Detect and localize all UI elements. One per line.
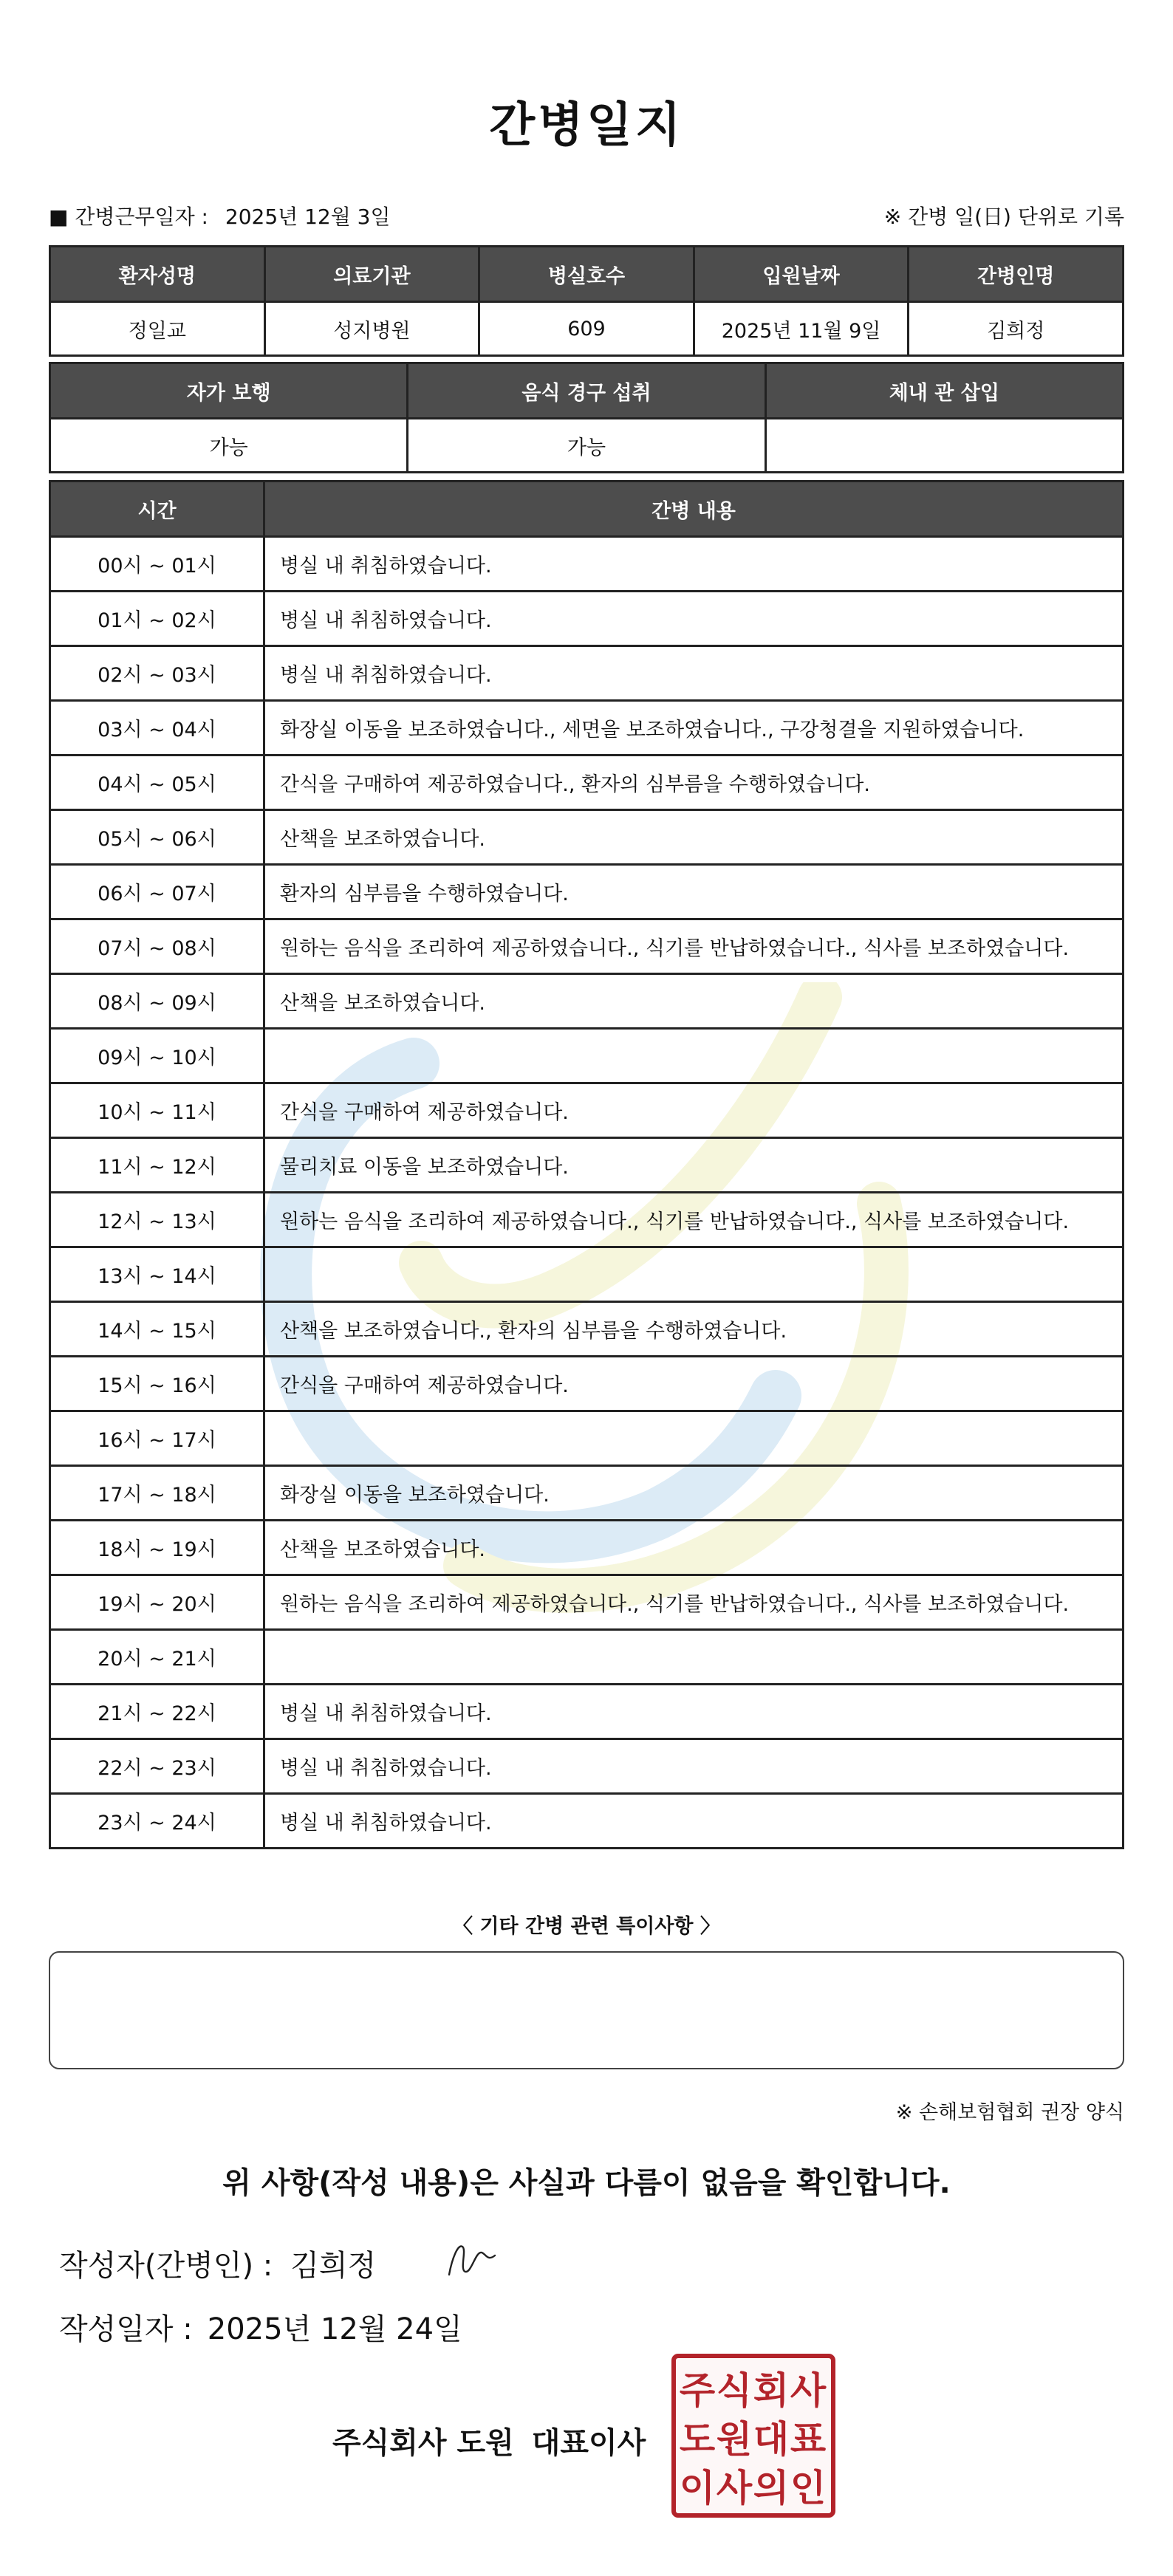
writer-name: 김희정: [290, 2249, 377, 2283]
hospital-name: 성지병원: [264, 302, 479, 356]
seal-character: 원: [716, 2418, 753, 2461]
log-time: 10시 ~ 11시: [50, 1083, 264, 1138]
log-row: [50, 701, 1124, 756]
log-time: 04시 ~ 05시: [50, 756, 264, 810]
record-unit-note: ※ 간병 일(日) 단위로 기록: [883, 205, 1124, 229]
ceo-label: 대표이사: [531, 2426, 646, 2460]
header-oral-intake: 음식 경구 섭취: [408, 363, 765, 419]
log-content: 산책을 보조하였습니다.: [264, 1521, 1124, 1575]
company-line: [332, 2419, 646, 2462]
log-row: [50, 1138, 1124, 1193]
log-time: 17시 ~ 18시: [50, 1466, 264, 1521]
writer-line: [59, 2242, 376, 2284]
log-content: 화장실 이동을 보조하였습니다., 세면을 보조하였습니다., 구강청결을 지원하였습니다.: [264, 701, 1124, 756]
log-content: 원하는 음식을 조리하여 제공하였습니다., 식기를 반납하였습니다., 식사를 보조하였습니다.: [264, 919, 1124, 974]
handwritten-signature: [443, 2236, 502, 2281]
log-content: [264, 1029, 1124, 1083]
log-time: 13시 ~ 14시: [50, 1247, 264, 1302]
log-time: 14시 ~ 15시: [50, 1302, 264, 1357]
log-content: 병실 내 취침하였습니다.: [264, 1794, 1124, 1849]
log-content: 간식을 구매하여 제공하였습니다.: [264, 1083, 1124, 1138]
log-row: [50, 1029, 1124, 1083]
hourly-care-log-table: [49, 480, 1124, 1849]
header-care-content: 간병 내용: [264, 482, 1124, 537]
header-admission-date: 입원날짜: [694, 247, 909, 302]
header-time: 시간: [50, 482, 264, 537]
caregiver-name: 김희정: [909, 302, 1124, 356]
log-row: [50, 919, 1124, 974]
company-name: 주식회사 도원: [332, 2426, 514, 2460]
header-room: 병실호수: [479, 247, 694, 302]
log-row: [50, 1302, 1124, 1357]
log-row: [50, 646, 1124, 701]
log-time: 19시 ~ 20시: [50, 1575, 264, 1630]
log-content: 병실 내 취침하였습니다.: [264, 1739, 1124, 1794]
log-row: [50, 1247, 1124, 1302]
log-content: [264, 1411, 1124, 1466]
work-date-label: ■ 간병근무일자 :: [49, 205, 208, 229]
work-date-value: 2025년 12월 3일: [225, 205, 391, 229]
log-content: 원하는 음식을 조리하여 제공하였습니다., 식기를 반납하였습니다., 식사를 보조하였습니다.: [264, 1575, 1124, 1630]
self-walking-value: 가능: [50, 419, 408, 473]
work-date: [49, 201, 391, 230]
log-content: [264, 1247, 1124, 1302]
header-hospital: 의료기관: [264, 247, 479, 302]
log-row: [50, 1685, 1124, 1739]
tube-insertion-value: [765, 419, 1123, 473]
seal-character: 이: [679, 2467, 716, 2510]
log-time: 12시 ~ 13시: [50, 1193, 264, 1247]
header-caregiver: 간병인명: [909, 247, 1124, 302]
header-tube-insertion: 체내 관 삽입: [765, 363, 1123, 419]
log-row: [50, 1521, 1124, 1575]
log-time: 01시 ~ 02시: [50, 592, 264, 646]
confirmation-statement: 위 사항(작성 내용)은 사실과 다름이 없음을 확인합니다.: [222, 2166, 951, 2200]
log-content: 산책을 보조하였습니다.: [264, 810, 1124, 865]
log-content: 병실 내 취침하였습니다.: [264, 1685, 1124, 1739]
log-content: 병실 내 취침하였습니다.: [264, 592, 1124, 646]
log-time: 00시 ~ 01시: [50, 537, 264, 592]
log-row: [50, 1083, 1124, 1138]
log-content: 산책을 보조하였습니다.: [264, 974, 1124, 1029]
log-time: 05시 ~ 06시: [50, 810, 264, 865]
log-time: 22시 ~ 23시: [50, 1739, 264, 1794]
written-date-line: [59, 2306, 462, 2348]
log-content: 산책을 보조하였습니다., 환자의 심부름을 수행하였습니다.: [264, 1302, 1124, 1357]
log-time: 21시 ~ 22시: [50, 1685, 264, 1739]
writer-label: 작성자(간병인) :: [59, 2249, 273, 2283]
patient-info-table: [49, 245, 1124, 357]
log-content: 환자의 심부름을 수행하였습니다.: [264, 865, 1124, 919]
room-number: 609: [479, 302, 694, 356]
oral-intake-value: 가능: [408, 419, 765, 473]
log-row: [50, 1739, 1124, 1794]
log-row: [50, 1794, 1124, 1849]
log-time: 07시 ~ 08시: [50, 919, 264, 974]
log-row: [50, 1411, 1124, 1466]
log-content: 물리치료 이동을 보조하였습니다.: [264, 1138, 1124, 1193]
seal-character: 사: [716, 2467, 753, 2510]
patient-status-table: [49, 362, 1124, 473]
log-row: [50, 1466, 1124, 1521]
log-row: [50, 1193, 1124, 1247]
log-time: 20시 ~ 21시: [50, 1630, 264, 1685]
log-content: 간식을 구매하여 제공하였습니다.: [264, 1357, 1124, 1411]
log-time: 02시 ~ 03시: [50, 646, 264, 701]
log-header-row: [50, 482, 1124, 537]
seal-character: 도: [679, 2418, 716, 2461]
log-row: [50, 592, 1124, 646]
log-row: [50, 756, 1124, 810]
patient-header-row: [50, 247, 1124, 302]
log-content: 화장실 이동을 보조하였습니다.: [264, 1466, 1124, 1521]
written-date-value: 2025년 12월 24일: [207, 2312, 462, 2346]
log-time: 16시 ~ 17시: [50, 1411, 264, 1466]
log-content: 간식을 구매하여 제공하였습니다., 환자의 심부름을 수행하였습니다.: [264, 756, 1124, 810]
log-time: 11시 ~ 12시: [50, 1138, 264, 1193]
log-row: [50, 1575, 1124, 1630]
seal-character: 식: [716, 2369, 753, 2412]
log-row: [50, 974, 1124, 1029]
log-content: 원하는 음식을 조리하여 제공하였습니다., 식기를 반납하였습니다., 식사를 보조하였습니다.: [264, 1193, 1124, 1247]
log-row: [50, 865, 1124, 919]
standard-form-note: ※ 손해보험협회 권장 양식: [895, 2101, 1124, 2124]
log-time: 06시 ~ 07시: [50, 865, 264, 919]
log-row: [50, 1630, 1124, 1685]
seal-character: 표: [790, 2418, 827, 2461]
log-time: 18시 ~ 19시: [50, 1521, 264, 1575]
written-date-label: 작성일자 :: [59, 2312, 193, 2346]
log-time: 08시 ~ 09시: [50, 974, 264, 1029]
seal-character: 대: [753, 2418, 790, 2461]
header-patient-name: 환자성명: [50, 247, 265, 302]
page-title: 간병일지: [489, 98, 684, 153]
seal-character: 사: [790, 2369, 827, 2412]
company-seal-stamp: [671, 2353, 836, 2518]
log-time: 15시 ~ 16시: [50, 1357, 264, 1411]
log-row: [50, 810, 1124, 865]
header-self-walking: 자가 보행: [50, 363, 408, 419]
log-time: 03시 ~ 04시: [50, 701, 264, 756]
log-row: [50, 537, 1124, 592]
patient-name: 정일교: [50, 302, 265, 356]
status-value-row: [50, 419, 1124, 473]
log-content: [264, 1630, 1124, 1685]
special-notes-title: 〈 기타 간병 관련 특이사항 〉: [453, 1915, 720, 1938]
admission-date: 2025년 11월 9일: [694, 302, 909, 356]
log-time: 09시 ~ 10시: [50, 1029, 264, 1083]
seal-character: 인: [790, 2467, 827, 2510]
seal-character: 주: [679, 2369, 716, 2412]
log-time: 23시 ~ 24시: [50, 1794, 264, 1849]
log-content: 병실 내 취침하였습니다.: [264, 646, 1124, 701]
log-content: 병실 내 취침하였습니다.: [264, 537, 1124, 592]
seal-character: 회: [753, 2369, 790, 2412]
special-notes-box: [49, 1951, 1124, 2069]
status-header-row: [50, 363, 1124, 419]
log-row: [50, 1357, 1124, 1411]
seal-character: 의: [753, 2467, 790, 2510]
patient-value-row: [50, 302, 1124, 356]
